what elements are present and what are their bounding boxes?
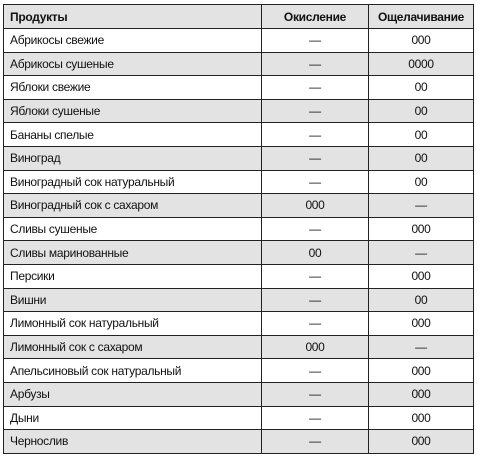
product-cell: Апельсиновый сок натуральный [4,359,262,383]
oxidation-cell: — [262,288,369,312]
table-row [4,29,474,53]
oxidation-cell: — [262,170,369,194]
oxidation-cell: — [262,52,369,76]
alkalization-cell: 00 [369,146,474,170]
table-row [4,335,474,359]
table-row [4,194,474,218]
table-row [4,312,474,336]
table-row [4,52,474,76]
alkalization-cell: 000 [369,29,474,53]
product-cell: Абрикосы сушеные [4,52,262,76]
product-cell: Лимонный сок с сахаром [4,335,262,359]
product-cell: Чернослив [4,430,262,454]
product-cell: Лимонный сок натуральный [4,312,262,336]
alkalization-cell: — [369,335,474,359]
product-cell: Виноград [4,146,262,170]
alkalization-cell: 00 [369,76,474,100]
alkalization-cell: 00 [369,288,474,312]
product-cell: Яблоки свежие [4,76,262,100]
oxidation-cell: — [262,123,369,147]
alkalization-cell: 000 [369,406,474,430]
product-cell: Сливы маринованные [4,241,262,265]
product-cell: Вишни [4,288,262,312]
product-cell: Виноградный сок с сахаром [4,194,262,218]
oxidation-cell: — [262,359,369,383]
table-row [4,241,474,265]
products-acidity-table [3,4,474,454]
oxidation-cell: — [262,430,369,454]
table-body [4,29,474,454]
oxidation-cell: — [262,406,369,430]
alkalization-cell: — [369,241,474,265]
header-alkalization: Ощелачивание [369,5,474,29]
table-row [4,382,474,406]
oxidation-cell: 000 [262,194,369,218]
table-row [4,146,474,170]
oxidation-cell: — [262,312,369,336]
oxidation-cell: 000 [262,335,369,359]
oxidation-cell: — [262,217,369,241]
product-cell: Сливы сушеные [4,217,262,241]
header-oxidation: Окисление [262,5,369,29]
product-cell: Бананы спелые [4,123,262,147]
document-page [3,4,474,454]
alkalization-cell: 000 [369,430,474,454]
oxidation-cell: — [262,99,369,123]
product-cell: Дыни [4,406,262,430]
alkalization-cell: 0000 [369,52,474,76]
oxidation-cell: — [262,29,369,53]
table-row [4,170,474,194]
oxidation-cell: — [262,76,369,100]
alkalization-cell: 00 [369,99,474,123]
header-products: Продукты [4,5,262,29]
alkalization-cell: 000 [369,382,474,406]
alkalization-cell: 000 [369,359,474,383]
alkalization-cell: 000 [369,264,474,288]
oxidation-cell: — [262,264,369,288]
alkalization-cell: 00 [369,170,474,194]
product-cell: Арбузы [4,382,262,406]
table-row [4,76,474,100]
table-header-row [4,5,474,29]
oxidation-cell: — [262,146,369,170]
table-row [4,288,474,312]
alkalization-cell: 000 [369,217,474,241]
table-row [4,123,474,147]
product-cell: Персики [4,264,262,288]
table-row [4,99,474,123]
alkalization-cell: — [369,194,474,218]
alkalization-cell: 00 [369,123,474,147]
table-row [4,217,474,241]
table-row [4,359,474,383]
oxidation-cell: — [262,382,369,406]
product-cell: Абрикосы свежие [4,29,262,53]
oxidation-cell: 00 [262,241,369,265]
product-cell: Яблоки сушеные [4,99,262,123]
product-cell: Виноградный сок натуральный [4,170,262,194]
table-row [4,264,474,288]
alkalization-cell: 000 [369,312,474,336]
table-row [4,430,474,454]
table-row [4,406,474,430]
